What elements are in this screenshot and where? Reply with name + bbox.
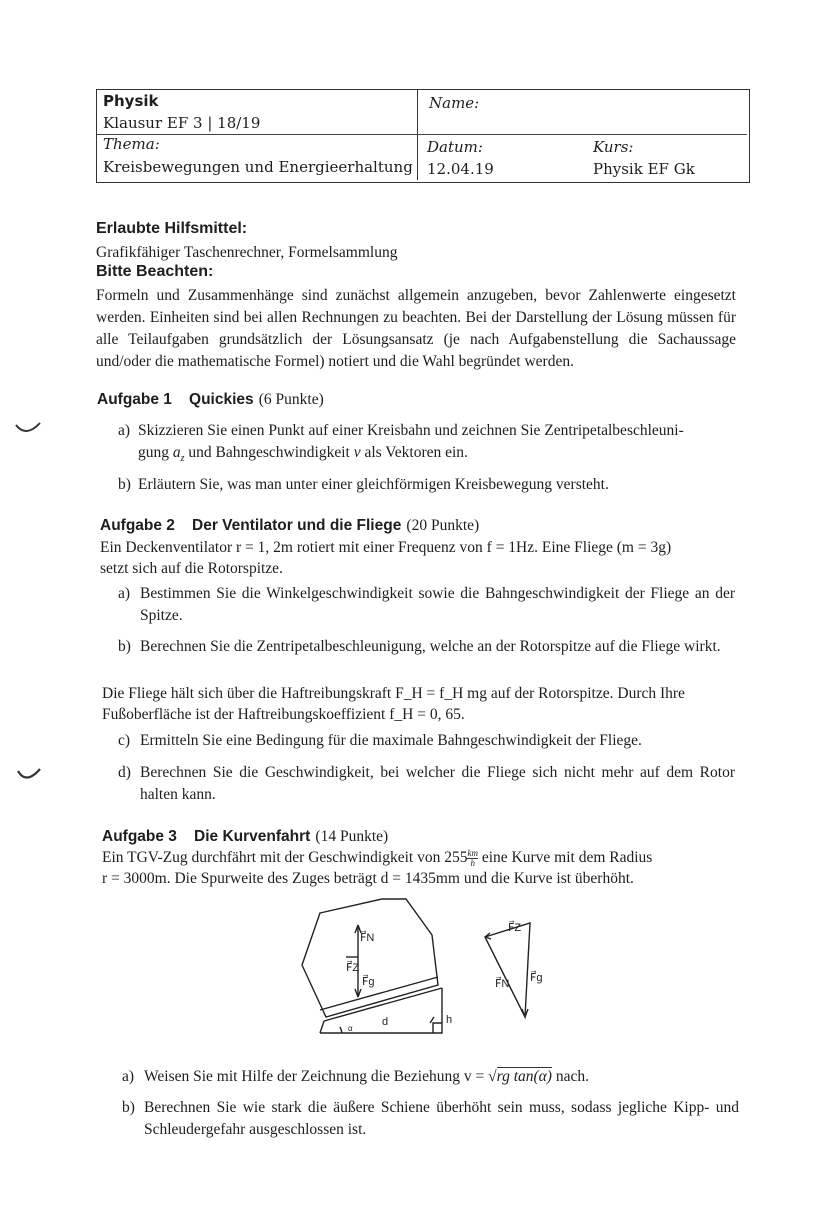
item-text: Erläutern Sie, was man unter einer gleichförmigen Kreisbewegung versteht. [138, 476, 609, 493]
force-label: F⃗N [495, 978, 510, 990]
task2-a [118, 583, 738, 627]
task3-intro: r = 3000m. Die Spurweite des Zuges beträgt d = 1435mm und die Kurve ist überhöht. [102, 870, 634, 887]
task2-c [118, 730, 738, 752]
subject: Physik [103, 92, 159, 110]
task-points: (14 Punkte) [315, 828, 389, 845]
task-title: Die Kurvenfahrt [194, 828, 311, 845]
item-label: c) [118, 732, 131, 749]
task2-paragraph: Fußoberfläche ist der Haftreibungskoeffizient f_H = 0, 65. [102, 706, 465, 723]
table-divider [417, 90, 418, 180]
force-label: F⃗g [530, 972, 543, 984]
task2-d [118, 762, 738, 806]
item-text: Berechnen Sie die Zentripetalbeschleunigung, welche an der Rotorspitze auf die Fliege wirkt. [140, 638, 721, 655]
force-triangle [485, 923, 530, 1017]
height-label: h [446, 1014, 453, 1026]
course-label: Kurs: [593, 138, 634, 156]
unit-num: km [467, 847, 478, 858]
angle-label: α [348, 1024, 353, 1033]
item-text: und Bahngeschwindigkeit [184, 444, 354, 461]
train-outline [302, 899, 438, 1017]
task-title: Der Ventilator und die Fliege [192, 517, 402, 534]
task2-paragraph: Die Fliege hält sich über die Haftreibungskraft F_H = f_H mg auf der Rotorspitze. Durch Ihre [102, 685, 685, 702]
task-number: Aufgabe 1 [97, 391, 172, 408]
item-label: a) [118, 585, 131, 602]
notes-text: Formeln und Zusammenhänge sind zunächst allgemein anzugeben, bevor Zahlenwerte eingesetzt werden. Einheiten sind bei allen Rechnungen zu beachten. Bei der Darstellung der Lösung müssen für alle Teilaufgaben grundsätzlich der Lösungsansatz (je nach Aufgabenstellung die Sachaussage und/oder die mathematische Formel) notiert und die Wahl begründet werden. [96, 287, 736, 370]
sqrt-sign: √ [488, 1068, 497, 1085]
topic-label: Thema: [103, 135, 160, 153]
check-mark-icon [14, 420, 44, 438]
item-text: Bestimmen Sie die Winkelgeschwindigkeit sowie die Bahngeschwindigkeit der Fliege an der Spitze. [140, 585, 735, 624]
aids-text: Grafikfähiger Taschenrechner, Formelsammlung [96, 244, 398, 261]
task3-heading [102, 826, 388, 848]
tick [430, 1017, 434, 1023]
check-mark-icon [16, 765, 44, 787]
notes-heading: Bitte Beachten: [96, 263, 214, 280]
force-label: F⃗g [362, 976, 375, 988]
task1-b [118, 474, 738, 496]
item-label: d) [118, 764, 131, 781]
item-text: eine Kurve mit dem Radius [477, 849, 653, 866]
slope-triangle [320, 988, 442, 1033]
task-title: Quickies [189, 391, 254, 408]
task-points: (6 Punkte) [258, 391, 324, 408]
item-text: als Vektoren ein. [360, 444, 468, 461]
force-label: F⃗N [360, 932, 375, 944]
track-width-label: d [382, 1016, 389, 1028]
date-label: Datum: [427, 138, 483, 156]
unit-den: h [470, 857, 475, 868]
item-text: Ein TGV-Zug durchfährt mit der Geschwindigkeit von 255 [102, 849, 468, 866]
task2-intro: Ein Deckenventilator r = 1, 2m rotiert mit einer Frequenz von f = 1Hz. Eine Fliege (m = 3g) [100, 539, 672, 556]
item-text: nach. [551, 1068, 589, 1085]
task3-intro [102, 847, 652, 869]
date: 12.04.19 [427, 160, 494, 178]
item-text: Skizzieren Sie einen Punkt auf einer Kreisbahn und zeichnen Sie Zentripetalbeschleuni- [138, 422, 684, 439]
math-var: a [172, 444, 181, 461]
exam-title: Klausur EF 3 | 18/19 [103, 114, 261, 132]
slope-edge [320, 1021, 324, 1033]
task-number: Aufgabe 2 [100, 517, 175, 534]
header-table [96, 89, 750, 183]
force-label: F⃗Z [346, 962, 360, 974]
train-diagram [290, 895, 570, 1045]
math-var: v [353, 444, 361, 461]
item-label: a) [118, 422, 131, 439]
aids-heading: Erlaubte Hilfsmittel: [96, 220, 248, 237]
task-number: Aufgabe 3 [102, 828, 177, 845]
math-formula: rg tan(α) [496, 1068, 552, 1085]
item-label: b) [122, 1099, 135, 1116]
task2-intro: setzt sich auf die Rotorspitze. [100, 560, 283, 577]
item-label: b) [118, 476, 131, 493]
math-sub: z [180, 453, 185, 465]
force-label: F⃗Z [508, 922, 522, 934]
task1-a [118, 420, 738, 464]
task3-b [122, 1097, 742, 1141]
task-points: (20 Punkte) [406, 517, 480, 534]
table-divider [97, 134, 747, 135]
task2-heading [100, 515, 479, 537]
item-label: a) [122, 1068, 135, 1085]
track-bed [320, 977, 442, 1021]
item-label: b) [118, 638, 131, 655]
name-label: Name: [429, 94, 480, 112]
angle-arc [340, 1027, 342, 1033]
item-text: Weisen Sie mit Hilfe der Zeichnung die Beziehung v = [144, 1068, 489, 1085]
topic: Kreisbewegungen und Energieerhaltung [103, 158, 413, 176]
item-text: Ermitteln Sie eine Bedingung für die maximale Bahngeschwindigkeit der Fliege. [140, 732, 642, 749]
task1-heading [97, 389, 324, 411]
right-angle-mark [433, 1023, 442, 1033]
task2-b [118, 636, 738, 680]
course: Physik EF Gk [593, 160, 695, 178]
item-text: Berechnen Sie die Geschwindigkeit, bei welcher die Fliege sich nicht mehr auf dem Rotor halten kann. [140, 764, 735, 803]
item-text: gung [138, 444, 173, 461]
item-text: Berechnen Sie wie stark die äußere Schiene überhöht sein muss, sodass jegliche Kipp- und Schleudergefahr ausgeschlossen ist. [144, 1099, 739, 1138]
task3-a [122, 1066, 742, 1088]
unit-fraction [467, 849, 478, 868]
